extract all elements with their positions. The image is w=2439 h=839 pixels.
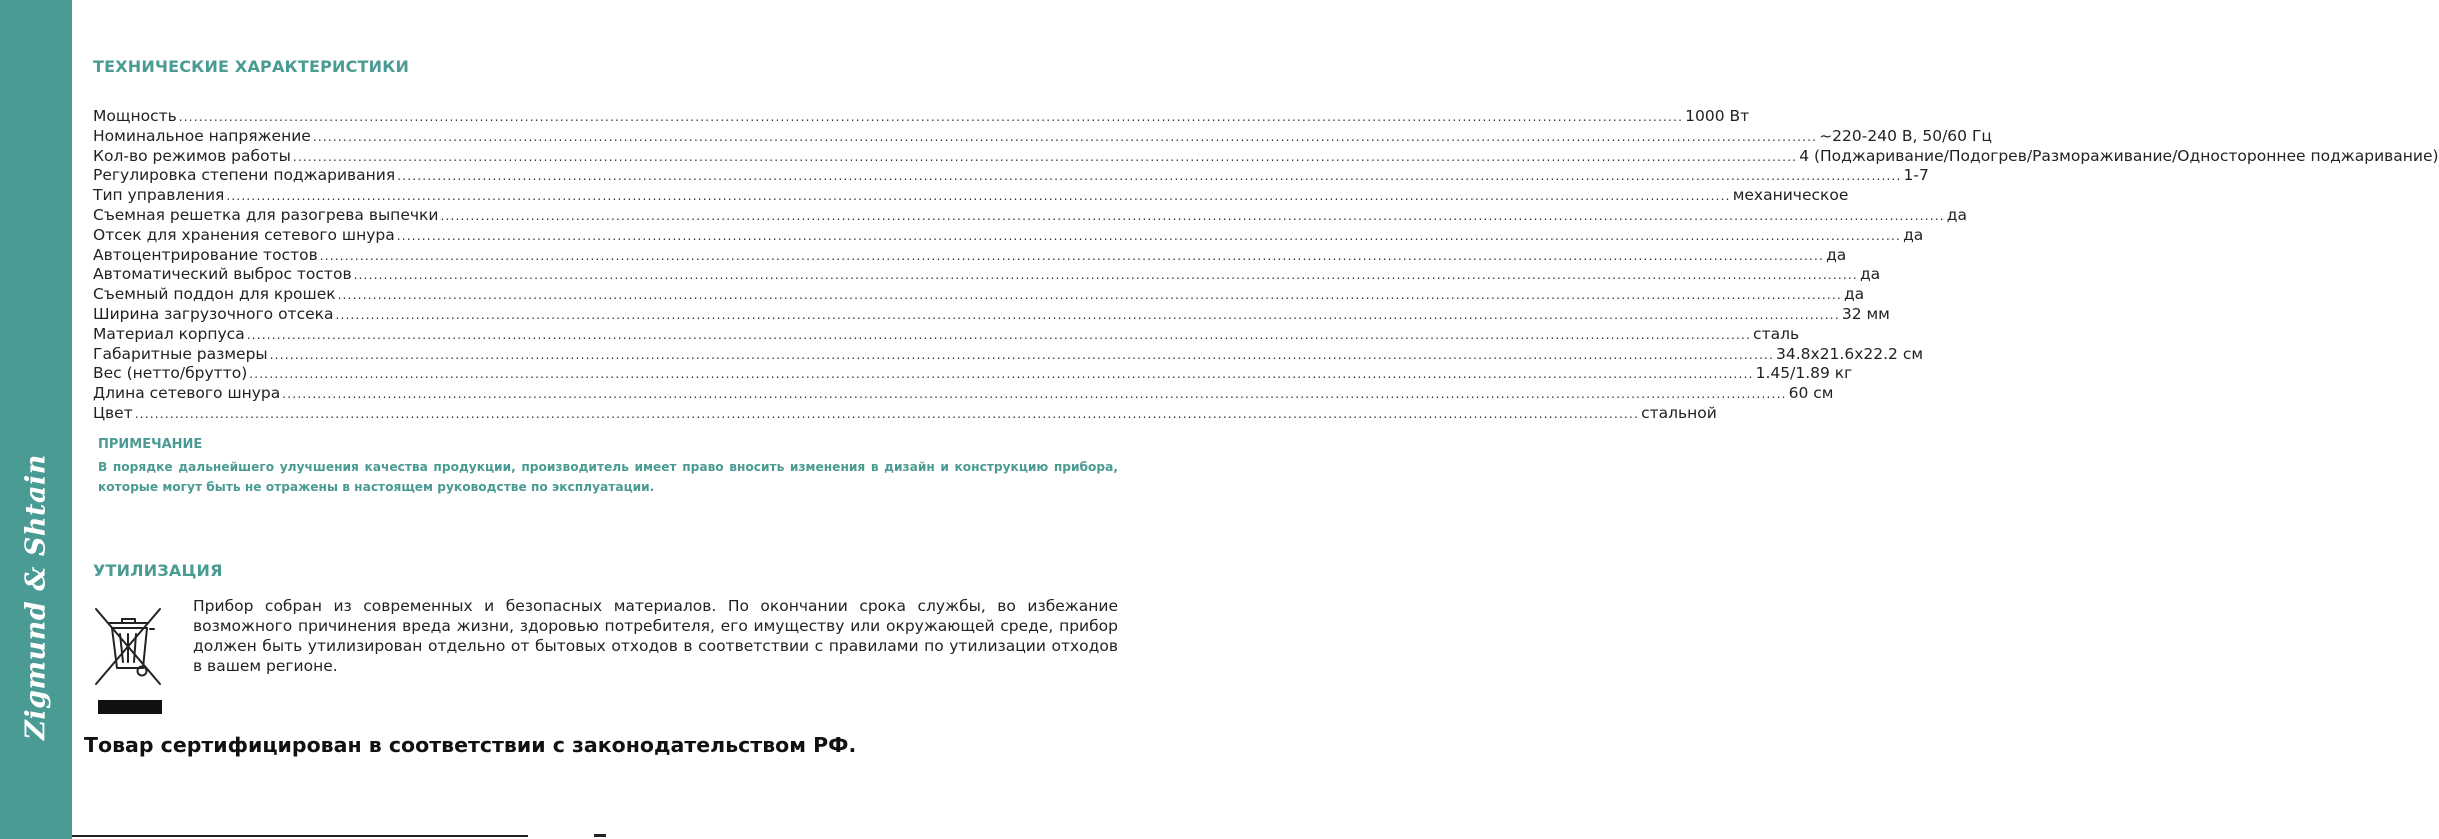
spec-row-crumb-tray [93, 285, 1865, 305]
spec-row-auto-eject [93, 265, 1881, 285]
spec-row-weight [93, 364, 1853, 384]
spec-row-material [93, 324, 1800, 345]
spec-label: Габаритные размеры [93, 344, 268, 363]
dot-leader: ............................................................................................................................................................................................................................................................................................................ [292, 149, 1798, 164]
dot-leader: ............................................................................................................................................................................................................................................................................................................ [178, 110, 1684, 124]
bottom-divider [72, 835, 528, 837]
dot-leader: ............................................................................................................................................................................................................................................................................................................ [249, 367, 1754, 382]
dot-leader: ............................................................................................................................................................................................................................................................................................................ [246, 327, 1752, 342]
spec-value: 34.8x21.6x22.2 см [1776, 344, 1924, 363]
spec-value: да [1903, 225, 1924, 244]
spec-label: Вес (нетто/брутто) [93, 364, 248, 383]
spec-value: сталь [1753, 324, 1800, 343]
spec-value: ~220-240 В, 50/60 Гц [1819, 126, 1992, 145]
sidebar-stripe [0, 0, 72, 839]
spec-row-cord-length [93, 384, 1834, 404]
spec-value: 1000 Вт [1685, 107, 1750, 125]
dot-leader: ............................................................................................................................................................................................................................................................................................................ [312, 129, 1818, 144]
spec-label: Съемный поддон для крошек [93, 285, 336, 304]
spec-label: Съемная решетка для разогрева выпечки [93, 205, 439, 224]
bottom-crop-mark [594, 834, 606, 837]
note-text: В порядке дальнейшего улучшения качества продукции, производитель имеет право вносить изменения в дизайн и конструкцию прибора, которые могут быть не отражены в настоящем руководстве по эксплуатации. [98, 460, 1118, 494]
spec-label: Номинальное напряжение [93, 126, 311, 145]
spec-value: да [1859, 265, 1881, 284]
spec-label: Регулировка степени поджаривания [93, 166, 396, 185]
disposal-title: УТИЛИЗАЦИЯ [93, 561, 223, 580]
spec-row-modes [93, 146, 2439, 167]
spec-label: Автоматический выброс тостов [93, 265, 352, 284]
spec-row-centering [93, 245, 1847, 266]
dot-leader: ............................................................................................................................................................................................................................................................................................................ [319, 248, 1825, 263]
dot-leader: ............................................................................................................................................................................................................................................................................................................ [134, 406, 1640, 421]
spec-row-power [93, 107, 1750, 127]
spec-row-voltage [93, 126, 1992, 147]
certification-statement: Товар сертифицирован в соответствии с законодательством РФ. [84, 733, 857, 757]
dot-leader: ............................................................................................................................................................................................................................................................................................................ [282, 387, 1787, 402]
specs-title: ТЕХНИЧЕСКИЕ ХАРАКТЕРИСТИКИ [93, 57, 410, 76]
spec-label: Кол-во режимов работы [93, 146, 291, 165]
spec-row-slot-width [93, 304, 1890, 325]
spec-row-browning [93, 166, 1929, 186]
dot-leader: ............................................................................................................................................................................................................................................................................................................ [226, 189, 1731, 204]
disposal-text: Прибор собран из современных и безопасных материалов. По окончании срока службы, во избежание возможного причинения вреда жизни, здоровью потребителя, его имуществу или окружающей среде, прибор должен быть утилизирован отдельно от бытовых отходов в соответствии с правилами по утилизации отходов в вашем регионе. [193, 597, 1118, 675]
spec-label: Цвет [93, 403, 133, 422]
spec-value: 60 см [1788, 384, 1834, 403]
spec-value: 4 (Поджаривание/Подогрев/Размораживание/Одностороннее поджаривание) [1799, 146, 2439, 165]
specs-list [93, 107, 2439, 424]
spec-label: Ширина загрузочного отсека [93, 304, 334, 323]
dot-leader: ............................................................................................................................................................................................................................................................................................................ [353, 268, 1858, 283]
spec-label: Длина сетевого шнура [93, 384, 281, 403]
spec-label: Мощность [93, 107, 177, 125]
note-title: ПРИМЕЧАНИЕ [98, 437, 203, 452]
spec-row-rack [93, 205, 1968, 226]
brand-logo: Zigmund & Shtain [20, 454, 52, 740]
spec-label: Материал корпуса [93, 324, 245, 343]
spec-value: 1.45/1.89 кг [1755, 364, 1853, 383]
spec-label: Автоцентрирование тостов [93, 245, 318, 264]
crossed-out-wheelie-bin-icon [92, 604, 164, 716]
spec-value: да [1826, 245, 1847, 264]
spec-label: Отсек для хранения сетевого шнура [93, 225, 395, 244]
dot-leader: ............................................................................................................................................................................................................................................................................................................ [269, 347, 1775, 362]
spec-row-dimensions [93, 344, 1924, 365]
spec-value: 1-7 [1903, 166, 1929, 185]
spec-row-control [93, 186, 1849, 206]
dot-leader: ............................................................................................................................................................................................................................................................................................................ [335, 307, 1840, 322]
dot-leader: ............................................................................................................................................................................................................................................................................................................ [396, 228, 1902, 243]
dot-leader: ............................................................................................................................................................................................................................................................................................................ [440, 208, 1945, 223]
dot-leader: ............................................................................................................................................................................................................................................................................................................ [337, 288, 1842, 303]
spec-value: 32 мм [1841, 304, 1890, 323]
spec-label: Тип управления [93, 186, 225, 205]
spec-row-color [93, 403, 1717, 424]
spec-row-cord-storage [93, 225, 1924, 246]
spec-value: да [1843, 285, 1865, 304]
spec-value: стальной [1641, 403, 1717, 422]
spec-value: механическое [1732, 186, 1849, 205]
spec-value: да [1946, 205, 1968, 224]
dot-leader: ............................................................................................................................................................................................................................................................................................................ [397, 169, 1902, 184]
